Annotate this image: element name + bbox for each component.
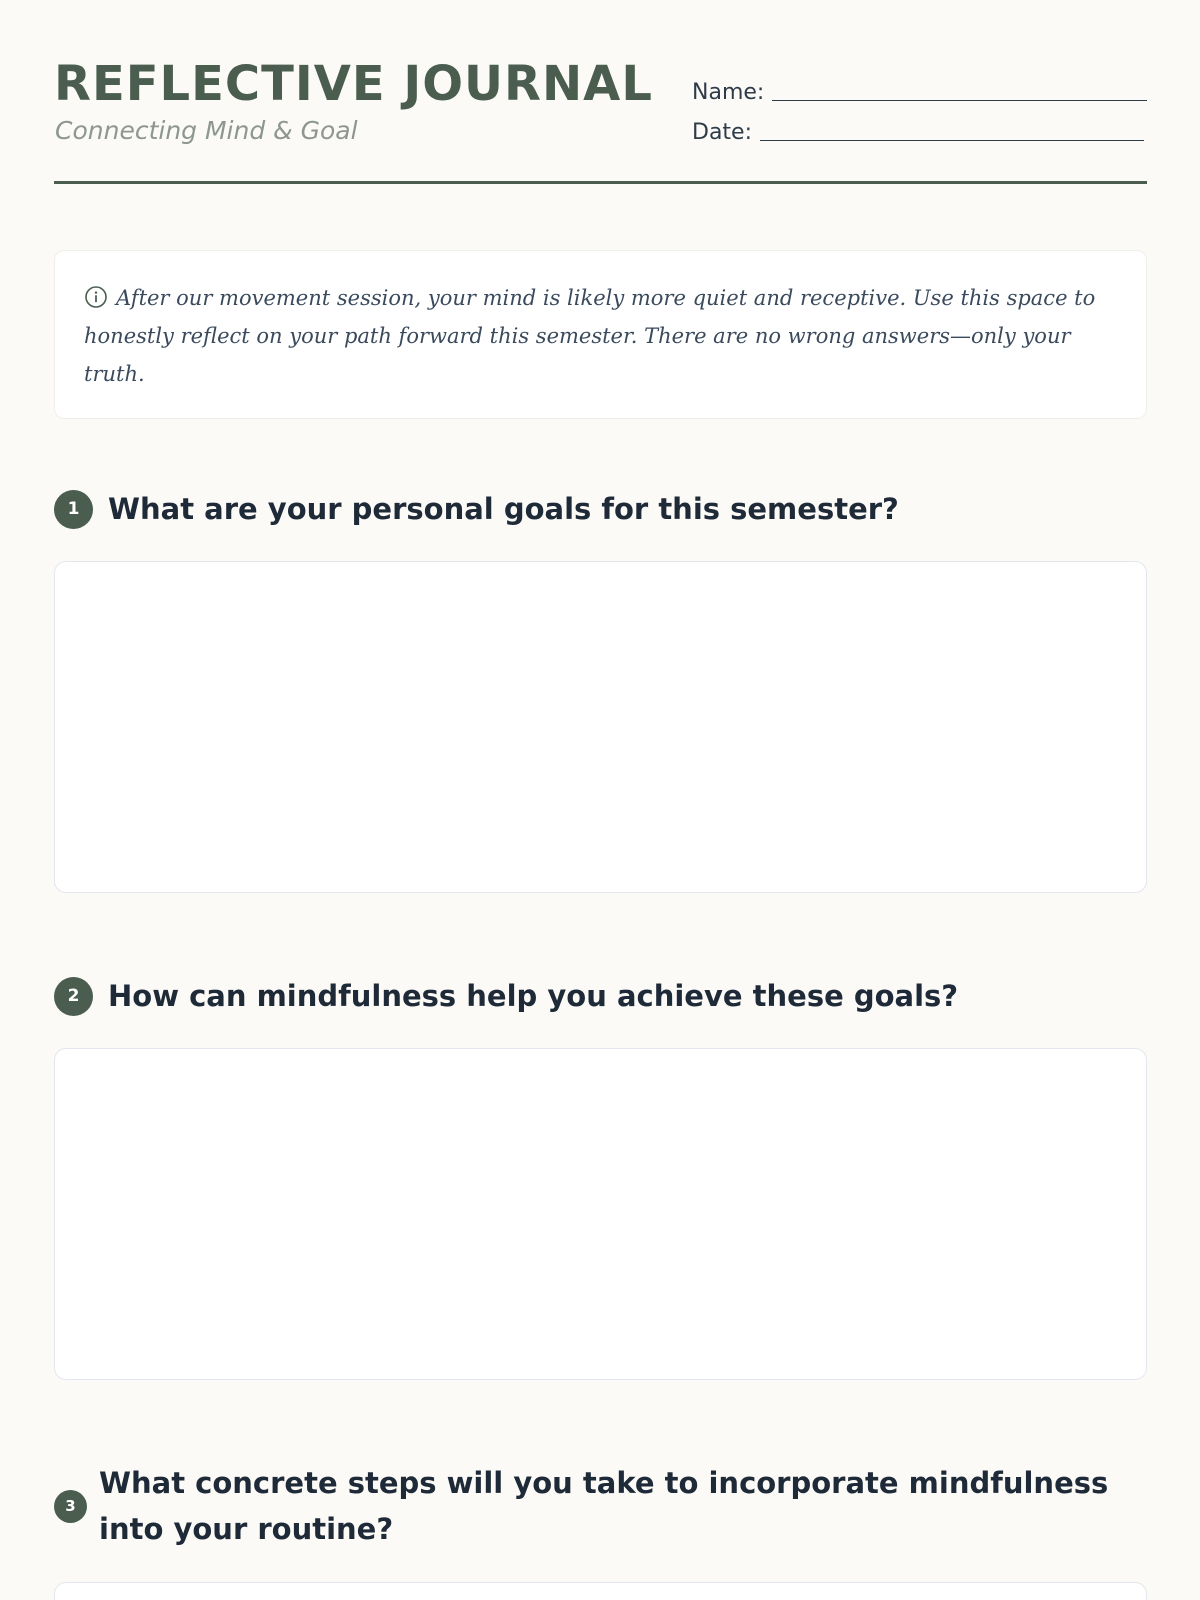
question-number-badge: 2 [54, 977, 93, 1016]
question-3 [54, 1460, 1147, 1552]
question-header [54, 1460, 1147, 1552]
question-text: How can mindfulness help you achieve these goals? [108, 979, 959, 1013]
answer-box-3[interactable] [54, 1582, 1147, 1600]
intro-note [54, 250, 1147, 419]
question-text: What concrete steps will you take to incorporate mindfulness into your routine? [99, 1466, 1109, 1546]
answer-box-2[interactable] [54, 1048, 1147, 1380]
name-label: Name: [692, 80, 765, 105]
date-field[interactable] [692, 120, 1144, 145]
question-number-badge: 3 [54, 1490, 87, 1523]
question-2 [54, 973, 1147, 1019]
question-number-badge: 1 [54, 490, 93, 529]
page-subtitle: Connecting Mind & Goal [55, 116, 358, 145]
answer-box-1[interactable] [54, 561, 1147, 893]
question-1 [54, 486, 1147, 532]
name-field[interactable] [692, 80, 1147, 105]
date-line[interactable] [760, 139, 1144, 141]
date-label: Date: [692, 120, 752, 145]
page-title: REFLECTIVE JOURNAL [54, 56, 653, 112]
info-icon [84, 285, 108, 309]
question-text: What are your personal goals for this semester? [108, 492, 899, 526]
name-line[interactable] [772, 99, 1147, 101]
journal-header [54, 50, 1147, 184]
intro-text: After our movement session, your mind is likely more quiet and receptive. Use this space to honestly reflect on your path forward this semester. There are no wrong answers—only your truth. [84, 286, 1096, 386]
question-header [54, 486, 1147, 532]
question-header [54, 973, 1147, 1019]
